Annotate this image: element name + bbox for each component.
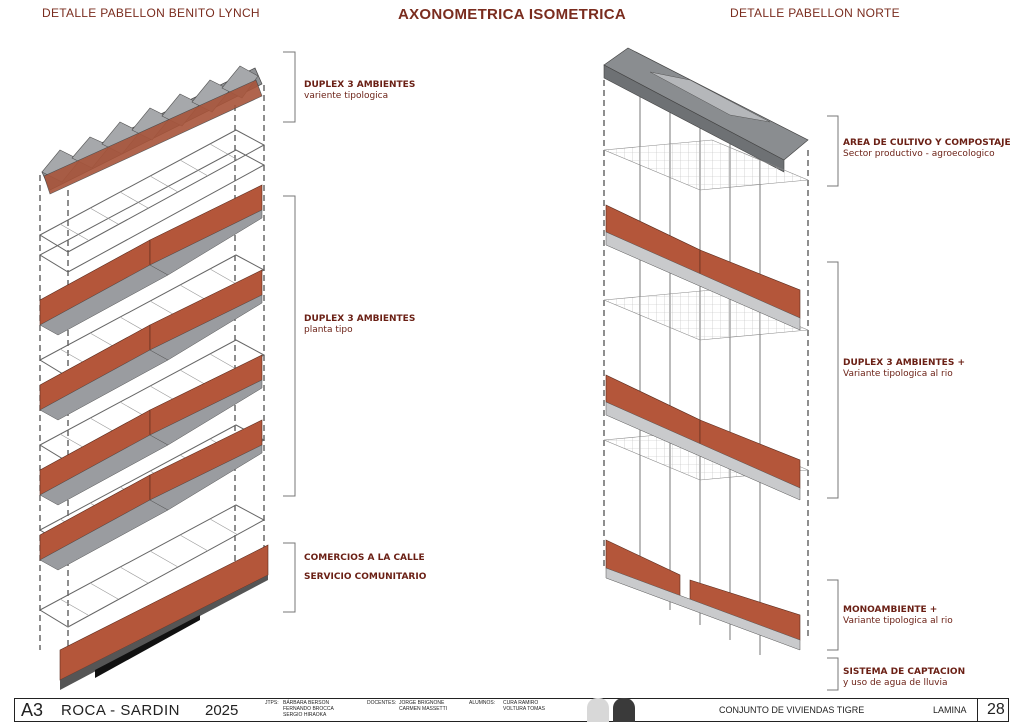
label-title: COMERCIOS A LA CALLE — [304, 553, 425, 563]
docentes-2: CARMEN MASSETTI — [399, 706, 448, 712]
left-pavilion-exploded-axonometric — [40, 66, 268, 690]
label-title: SERVICIO COMUNITARIO — [304, 572, 427, 582]
right-label-brackets — [827, 116, 838, 690]
docentes-label: DOCENTES: — [367, 700, 397, 706]
right-pavilion-exploded-axonometric — [604, 48, 808, 655]
jtps-2: FERNANDO BROCCA — [283, 706, 334, 712]
jtps-label: JTPS: — [265, 700, 279, 706]
lamina-label: LAMINA — [933, 705, 967, 715]
label-community-service — [304, 572, 426, 583]
avatar — [587, 698, 609, 722]
divider — [977, 699, 978, 721]
label-cultivation-area — [843, 138, 1011, 160]
title-block — [14, 698, 1009, 722]
lamina-number: 28 — [987, 701, 1005, 718]
label-subtitle: Sector productivo - agroecologico — [843, 149, 995, 159]
avatar — [613, 698, 635, 722]
label-duplex-river — [843, 358, 965, 380]
label-shops — [304, 553, 425, 564]
left-label-brackets — [283, 52, 295, 612]
label-subtitle: planta tipo — [304, 325, 353, 335]
label-subtitle: Variante tipologica al rio — [843, 616, 953, 626]
label-title: DUPLEX 3 AMBIENTES — [304, 314, 416, 324]
label-rainwater-system — [843, 667, 965, 689]
alumnos-1: CURA RAMIRO — [503, 700, 539, 706]
label-subtitle: Variante tipologica al rio — [843, 369, 953, 379]
label-duplex-variant — [304, 80, 415, 102]
label-title: MONOAMBIENTE + — [843, 605, 938, 615]
label-subtitle: y uso de agua de lluvia — [843, 678, 948, 688]
label-title: SISTEMA DE CAPTACION — [843, 667, 966, 677]
page-title: AXONOMETRICA ISOMETRICA — [397, 6, 626, 23]
right-unit-levels — [606, 205, 800, 650]
label-title: DUPLEX 3 AMBIENTES + — [843, 358, 965, 368]
jtps-1: BÁRBARA BERSON — [283, 700, 330, 706]
label-subtitle: variente tipologica — [304, 91, 389, 101]
alumnos-2: VOLTURA TOMAS — [503, 706, 545, 712]
label-monoambiente — [843, 605, 953, 627]
alumnos-label: ALUMNOS: — [469, 700, 496, 706]
year: 2025 — [205, 702, 239, 719]
right-pavilion-title: DETALLE PABELLON NORTE — [730, 6, 900, 20]
label-title: AREA DE CULTIVO Y COMPOSTAJE — [843, 138, 1011, 148]
label-title: DUPLEX 3 AMBIENTES — [304, 80, 416, 90]
label-duplex-typical — [304, 314, 415, 336]
jtps-3: SERGIO HIRAOKA — [283, 712, 327, 718]
authors: ROCA - SARDIN — [61, 702, 181, 719]
left-pavilion-title: DETALLE PABELLON BENITO LYNCH — [42, 6, 260, 20]
project-name: CONJUNTO DE VIVIENDAS TIGRE — [719, 705, 865, 715]
docentes-1: JORGE BRIGNONE — [399, 700, 445, 706]
sheet-size: A3 — [21, 700, 44, 720]
left-ground-level — [60, 545, 268, 690]
